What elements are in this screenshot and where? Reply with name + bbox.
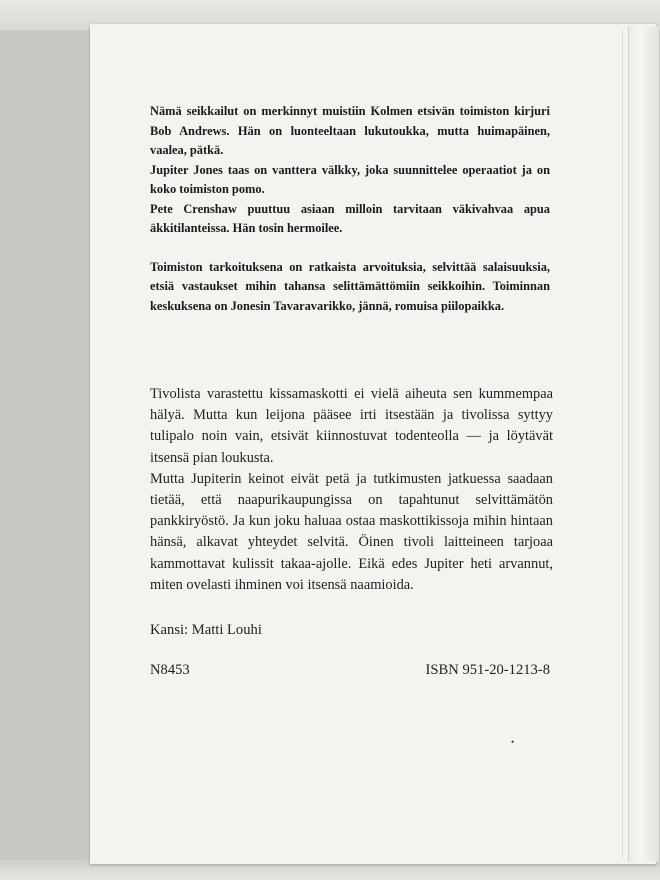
blurb-paragraph-1: Tivolista varastettu kissamaskotti ei vielä aiheuta sen kummempaa hälyä. Mutta kun leijona pääsee irti itsestään ja tivolissa syttyy tulipalo noin vain, etsivät kiinnostuvat todenteolla — ja löytävät itsensä pian loukusta. (150, 386, 553, 466)
catalog-code: N8453 (150, 662, 190, 678)
cover-credit: Kansi: Matti Louhi (150, 622, 262, 638)
series-intro-line-2: Jupiter Jones taas on vanttera välkky, joka suunnittelee operaatiot ja on koko toimiston pomo. (150, 162, 550, 196)
isbn-number: ISBN 951-20-1213-8 (425, 662, 550, 678)
paper-speck: • (511, 737, 515, 747)
paragraph-gap (150, 239, 550, 258)
series-intro-line-1: Nämä seikkailut on merkinnyt muistiin Kolmen etsivän toimiston kirjuri Bob Andrews. Hän on luonteeltaan lukutoukka, mutta huimapäinen, vaalea, pätkä. (150, 104, 550, 157)
blurb-paragraph-2: Mutta Jupiterin keinot eivät petä ja tutkimusten jatkuessa saadaan tietää, että naapurikaupungissa on tapahtunut selvittämätön pankkiryöstö. Ja kun joku haluaa ostaa maskottikissoja mihin hintaan hänsä, alkavat yhteydet selvitä. Öinen tivoli laitteineen tarjoaa kammottavat kulissit takaa-ajolle. Eikä edes Jupiter heti arvannut, miten ovelasti ihminen voi itsensä naamioida. (150, 470, 553, 593)
series-purpose-paragraph: Toimiston tarkoituksena on ratkaista arvoituksia, selvittää salaisuuksia, etsiä vastaukset mihin tahansa selittämättömiin seikkoihin. Toiminnan keskuksena on Jonesin Tavaravarikko, jännä, romuisa piilopaikka. (150, 259, 550, 313)
cover-hinge-line (622, 30, 623, 858)
series-intro-line-3: Pete Crenshaw puuttuu asiaan milloin tarvitaan väkivahvaa apua äkkitilanteissa. Hän tosin hermoilee. (150, 201, 550, 235)
book-spine-edge (628, 26, 659, 862)
series-description (150, 102, 550, 316)
book-blurb (150, 384, 553, 596)
